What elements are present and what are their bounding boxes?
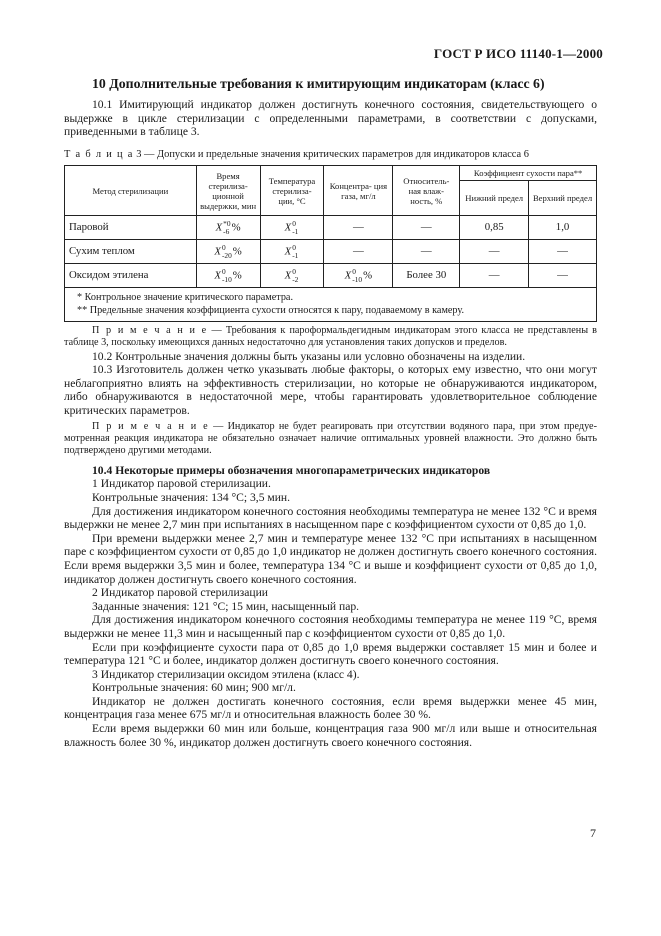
cell-concentration: — bbox=[324, 240, 393, 264]
example-paragraph: Для достижения индикатором конечного состояния необходимы температура не менее 132 °С и время выдержки не менее 2,7 мин при испытаниях в насыщенном паре с коэффициентом сухости от 0,85 до 1,0. bbox=[64, 504, 597, 532]
example-paragraph: Заданные значения: 121 °С; 15 мин, насыщенный пар. bbox=[92, 599, 360, 613]
header-dryness: Коэффициент сухости пара** bbox=[460, 166, 597, 181]
example-paragraph: 3 Индикатор стерилизации оксидом этилена (класс 4). bbox=[92, 667, 360, 681]
paragraph-10-2: 10.2 Контрольные значения должны быть указаны или условно обозначены на изделии. bbox=[92, 349, 526, 363]
table-caption-label: Т а б л и ц а bbox=[64, 148, 134, 160]
cell-humidity: Более 30 bbox=[393, 264, 460, 288]
example-paragraph: 2 Индикатор паровой стерилизации bbox=[92, 586, 269, 600]
paragraph-10-3: 10.3 Изготовитель должен четко указывать любые факторы, о которых ему известно, что они могут неблагоприятно влиять на эффективность стерилизации, но которые не обнаруживаются индикатором, либо обнаруживаются в недостаточной мере, чтобы гарантировать удовлетворительное соблюдение критических параметров. bbox=[64, 363, 597, 417]
header-concentration: Концентра- ция газа, мг/л bbox=[324, 166, 393, 216]
header-humidity: Относитель- ная влаж- ность, % bbox=[393, 166, 460, 216]
paragraph-10-1: 10.1 Имитирующий индикатор должен достигнуть конечного состояния, свидетельствующего о выдержке в цикле стерилизации с определенными параметрами, в соответствии с допусками, приведенными в таблице 3. bbox=[64, 98, 597, 139]
header-temperature: Температура стерилиза- ции, °С bbox=[260, 166, 324, 216]
cell-humidity: — bbox=[393, 216, 460, 240]
example-paragraph: При времени выдержки менее 2,7 мин и температуре менее 132 °С при испытаниях в насыщенном паре с коэффициентом сухости от 0,85 до 1,0 индикатор не должен достигнуть своего конечного состояния. Если время выдержки 3,5 мин и более, температура 134 °С и выше и коэффициент сухости от 0,85 до 1,0, индикатор должен достигнуть своего конечного состояния. bbox=[64, 531, 597, 586]
cell-temperature: X 0 -2 bbox=[260, 264, 324, 288]
cell-concentration: — bbox=[324, 216, 393, 240]
cell-method: Оксидом этилена bbox=[65, 264, 197, 288]
tolerance-table bbox=[64, 165, 597, 321]
document-header: ГОСТ Р ИСО 11140-1—2000 bbox=[433, 46, 603, 61]
table-caption-text: 3 — Допуски и предельные значения критических параметров для индикаторов класса 6 bbox=[136, 148, 529, 160]
example-paragraph: Для достижения индикатором конечного состояния необходимы температура не менее 119 °С, время выдержки не менее 11,3 мин и насыщенный пар с коэффициентом сухости от 0,85 до 1,0. bbox=[64, 613, 597, 640]
cell-method: Сухим теплом bbox=[65, 240, 197, 264]
cell-dryness-high: 1,0 bbox=[529, 216, 597, 240]
cell-temperature: X 0 -1 bbox=[260, 216, 324, 240]
cell-time: X *0 -6 % bbox=[196, 216, 260, 240]
cell-dryness-low: 0,85 bbox=[460, 216, 529, 240]
section-10-4-title: 10.4 Некоторые примеры обозначения многопараметрических индикаторов bbox=[92, 463, 491, 477]
note-2: П р и м е ч а н и е — Индикатор не будет реагировать при отсутствии водяного пара, при этом предуемотренная реакция индикатора не обязательно означает наличие оптимальных уровней влажности. Это должно быть подтверждено другими методами. bbox=[64, 420, 597, 457]
cell-method: Паровой bbox=[65, 216, 197, 240]
header-dryness-low: Нижний предел bbox=[460, 181, 529, 216]
cell-dryness-high: — bbox=[529, 240, 597, 264]
section-title: 10 Дополнительные требования к имитирующим индикаторам (класс 6) bbox=[92, 76, 545, 91]
cell-concentration: X 0 -10 % bbox=[324, 264, 393, 288]
table-row bbox=[65, 240, 597, 264]
page-content bbox=[64, 76, 597, 749]
cell-dryness-high: — bbox=[529, 264, 597, 288]
cell-dryness-low: — bbox=[460, 240, 529, 264]
table-caption bbox=[64, 148, 597, 162]
example-paragraph: Контрольные значения: 134 °С; 3,5 мин. bbox=[92, 490, 291, 504]
cell-time: X 0 -20 % bbox=[196, 240, 260, 264]
footnote-2: ** Предельные значения коэффициента сухости относятся к пару, подаваемому в камеру. bbox=[77, 304, 465, 316]
page-number: 7 bbox=[590, 826, 596, 840]
cell-humidity: — bbox=[393, 240, 460, 264]
footnote-1: * Контрольное значение критического параметра. bbox=[77, 292, 293, 304]
example-paragraph: Индикатор не должен достигать конечного состояния, если время выдержки менее 45 мин, концентрация газа менее 675 мг/л и относительная влажность более 30 %. bbox=[64, 694, 597, 722]
cell-time: X 0 -10 % bbox=[196, 264, 260, 288]
header-time: Время стерилиза- ционной выдержки, мин bbox=[196, 166, 260, 216]
cell-dryness-low: — bbox=[460, 264, 529, 288]
header-method: Метод стерилизации bbox=[65, 166, 197, 216]
cell-temperature: X 0 -1 bbox=[260, 240, 324, 264]
table-footnotes bbox=[65, 288, 597, 321]
example-paragraph: 1 Индикатор паровой стерилизации. bbox=[92, 477, 271, 491]
example-paragraph: Контрольные значения: 60 мин; 900 мг/л. bbox=[92, 681, 296, 695]
example-paragraph: Если время выдержки 60 мин или больше, концентрация газа 900 мг/л или выше и относительная влажность более 30 %, индикатор должен достигнуть своего конечного состояния. bbox=[64, 722, 597, 749]
table-row bbox=[65, 216, 597, 240]
note-1: П р и м е ч а н и е — Требования к пароформальдегидным индикаторам этого класса не представлены в таблице 3, поскольку имеющихся данных недостаточно для установления таких допусков и пределов. bbox=[64, 324, 597, 349]
example-paragraph: Если при коэффициенте сухости пара от 0,85 до 1,0 время выдержки составляет 15 мин и более и температура 121 °С и более, индикатор должен достигнуть своего конечного состояния. bbox=[64, 640, 597, 668]
header-dryness-high: Верхний предел bbox=[529, 181, 597, 216]
table-row bbox=[65, 264, 597, 288]
